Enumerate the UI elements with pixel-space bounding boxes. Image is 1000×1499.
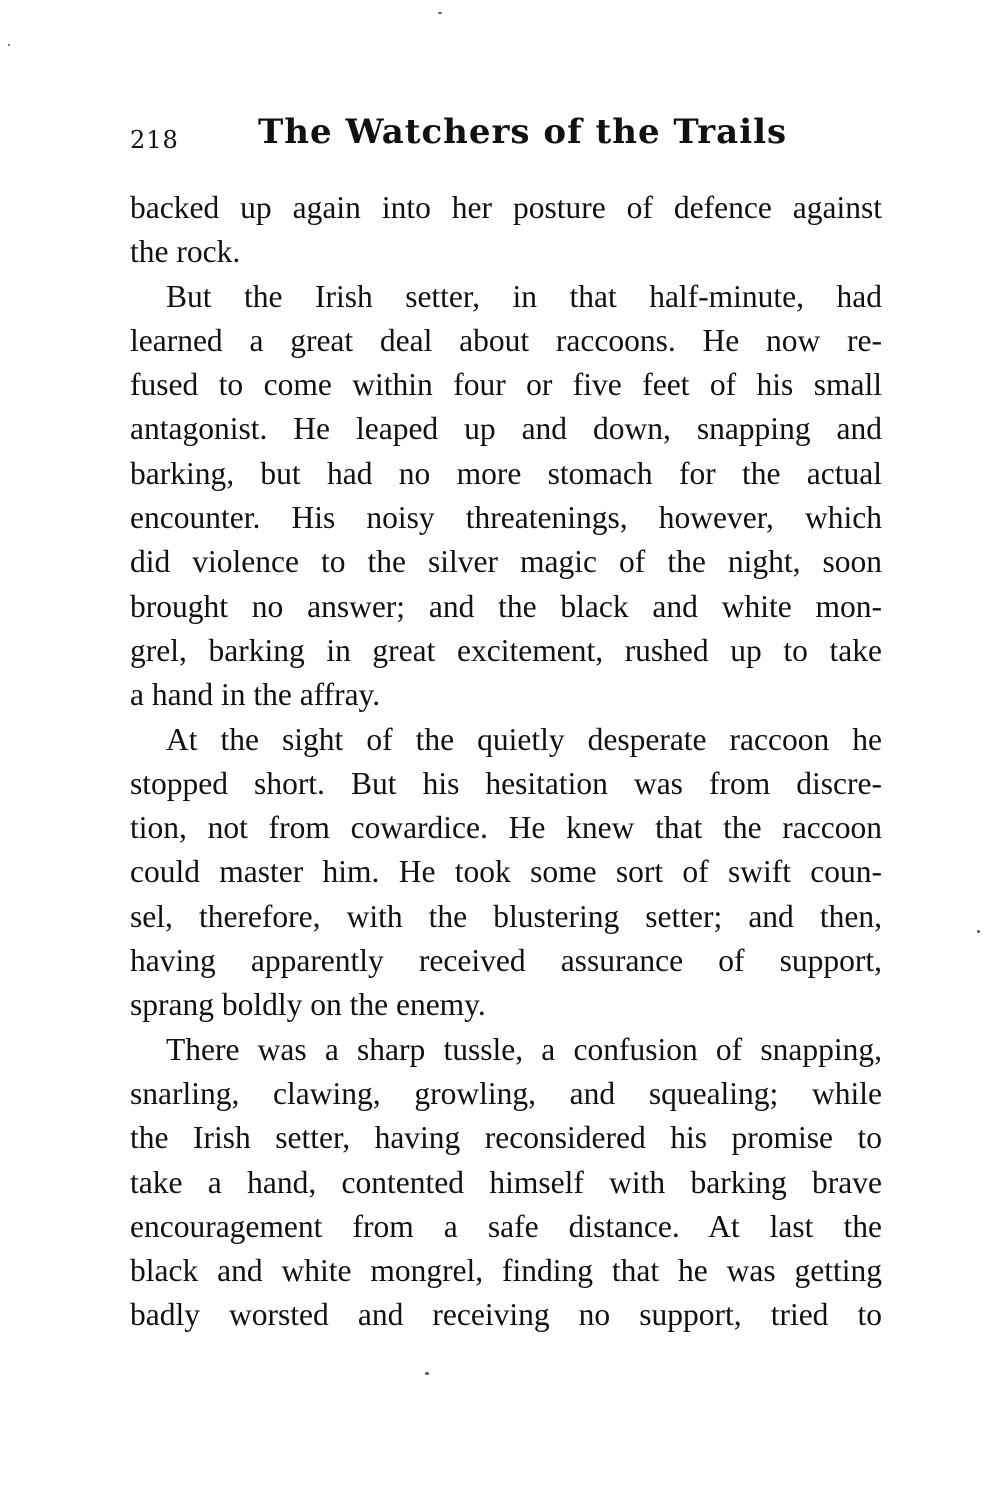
text-line: encounter. His noisy threatenings, however, which bbox=[130, 500, 882, 536]
text-line: encouragement from a safe distance. At last the bbox=[130, 1208, 882, 1244]
text-line: black and white mongrel, finding that he was getting bbox=[130, 1253, 882, 1289]
text-line: having apparently received assurance of support, bbox=[130, 943, 882, 979]
text-line: fused to come within four or five feet of his small bbox=[130, 367, 882, 403]
text-line: But the Irish setter, in that half-minute, had bbox=[166, 278, 882, 314]
text-line: did violence to the silver magic of the night, soon bbox=[130, 544, 882, 580]
page-number: 218 bbox=[130, 126, 179, 154]
text-line: sel, therefore, with the blustering setter; and then, bbox=[130, 898, 882, 934]
scan-speck bbox=[8, 44, 10, 46]
running-head bbox=[130, 112, 890, 162]
body-text bbox=[130, 186, 882, 1338]
text-line: learned a great deal about raccoons. He now re- bbox=[130, 322, 882, 358]
text-line: snarling, clawing, growling, and squealing; while bbox=[130, 1075, 882, 1111]
text-line: sprang boldly on the enemy. bbox=[130, 987, 486, 1023]
text-line: tion, not from cowardice. He knew that the raccoon bbox=[130, 810, 882, 846]
text-line: grel, barking in great excitement, rushed up to take bbox=[130, 632, 882, 668]
text-line: backed up again into her posture of defence against bbox=[130, 190, 882, 225]
text-line: the rock. bbox=[130, 234, 241, 270]
text-line: brought no answer; and the black and white mon- bbox=[130, 588, 882, 624]
text-line: badly worsted and receiving no support, tried to bbox=[130, 1297, 882, 1333]
text-line: take a hand, contented himself with barking brave bbox=[130, 1164, 882, 1200]
text-line: a hand in the affray. bbox=[130, 677, 381, 713]
text-line: There was a sharp tussle, a confusion of snapping, bbox=[166, 1031, 882, 1067]
scan-speck bbox=[438, 12, 442, 14]
text-line: barking, but had no more stomach for the actual bbox=[130, 455, 882, 491]
text-line: At the sight of the quietly desperate raccoon he bbox=[166, 721, 882, 757]
text-line: stopped short. But his hesitation was from discre- bbox=[130, 765, 882, 801]
text-line: the Irish setter, having reconsidered his promise to bbox=[130, 1120, 882, 1156]
scan-speck bbox=[977, 930, 980, 933]
text-line: antagonist. He leaped up and down, snapping and bbox=[130, 411, 882, 447]
running-title: The Watchers of the Trails bbox=[258, 112, 788, 152]
text-line: could master him. He took some sort of swift coun- bbox=[130, 854, 882, 890]
scan-speck bbox=[425, 1372, 429, 1375]
